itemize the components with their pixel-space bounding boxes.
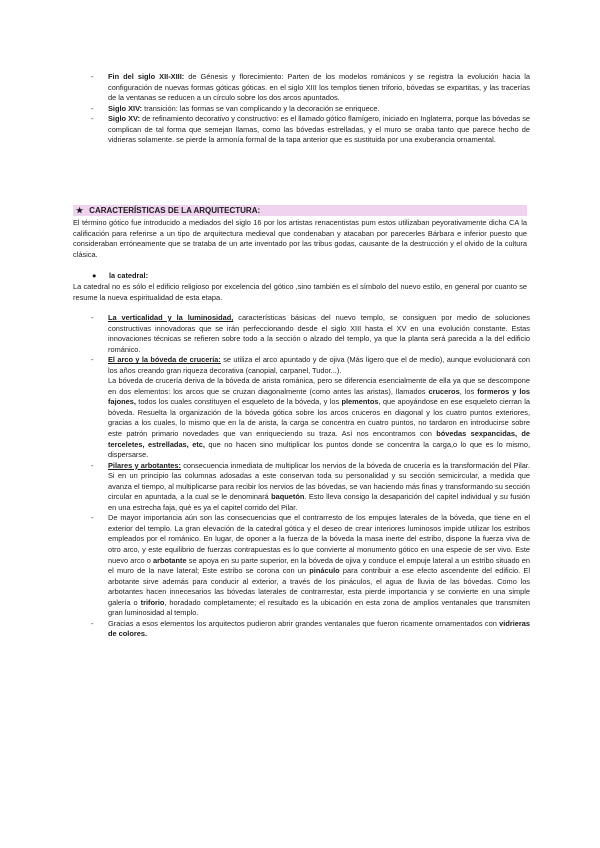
list-dash: -	[91, 355, 94, 365]
star-icon: ★	[76, 206, 84, 215]
list-item	[91, 114, 531, 146]
text-run: , que apoyándose en ese esqueleto cierran la bóveda. Resuelta la organización de la bóveda gótica sobre los arcos cruceros en diagonal y los cuatro puntos exteriores, gracias a los cuales, lo mismo que en la de arista, la carga se concentra en cuatro puntos, no tardaron en introducirse sobre este patrón primario novedades que van enriqueciendo su traza. Así nos encontramos con	[108, 397, 530, 439]
list-item	[91, 72, 530, 104]
list-dash: -	[91, 114, 94, 124]
section-heading	[76, 205, 260, 216]
bullet-icon: ●	[92, 271, 97, 280]
text-run: se apoya en su parte superior, en la bóveda de ojiva y conduce el empuje lateral a un estribo situado en el muro de la nave lateral; Este estribo se corona con un	[108, 555, 530, 576]
bold-term: cruceros	[428, 386, 460, 396]
bold-term: pináculo	[309, 566, 340, 576]
period-title: Siglo XIV:	[108, 103, 143, 113]
list-dash: -	[91, 513, 94, 523]
bold-term: arbotante	[152, 555, 187, 565]
period-text: de Génesis y florecimiento: Parten de los modelos románicos y se registra la evolución hacia la configuración de nuevas formas góticas góticas. en el siglo XIII los templos tienen triforio, bóvedas se expartitas, y las tracerías de la ventanas se reducen a un círculo sobre los dos arcos apuntados.	[108, 72, 530, 103]
text-run: . Esto lleva consigo la desaparición del capitel individual y su fusión en una estrecha faja, qué es ya el capitel corrido del Pilar.	[108, 492, 530, 512]
catedral-intro: La catedral no es sólo el edificio religioso por excelencia del gótico ,sino también es el símbolo del nuevo estilo, en general por cuanto se resume la nueva espiritualidad de esta etapa.	[73, 282, 527, 302]
feature-text: características básicas del nuevo templo, se consiguen por medio de soluciones constructivas innovadoras que se irán perfeccionando desde el siglo XIII hasta el XV en una evolución constante. Estas innovaciones técnicas se refieren sobre todo a la sección o alzado del templo, ya que la planta será parecida a la del edificio románico.	[108, 313, 530, 354]
text-run: La bóveda de crucería deriva de la bóveda de arista románica, pero se diferencia esencialmente de ella ya que se descompone en dos elementos: los arcos que se cruzan diagonalmente (como antes las aristas), llamados	[108, 376, 530, 396]
bold-term: formeros y los fajones,	[108, 386, 530, 407]
list-item	[91, 355, 530, 460]
bold-term: plementos	[341, 397, 379, 407]
period-text: transición: las formas se van complicando y la decoración se enriquece.	[142, 103, 380, 113]
text-run: para contribuir a ese efecto ascendente del edificio. El arbotante sirve además para conducir al exterior, a través de los pináculos, el agua de lluvia de las bóvedas. Como los arbotantes hacen innecesarios las bóvedas laterales de contrarrestar, esta pierde importancia y se convierte en una simple galería o	[108, 566, 530, 607]
period-text: de refinamiento decorativo y constructivo: es el llamado gótico flamígero, iniciado en Inglaterra, porque las bóvedas se complican de tal forma que semejan llamas, como las bóvedas estrelladas, y el muro se oraba tanto que parece hecho de vidrieras solamente. se pierde la armonía formal de la tapa anterior que es sustituida por una exuberancia ornamental.	[108, 114, 531, 145]
bold-term: bóvedas sexpancidas, de terceletes, estrelladas, etc,	[108, 429, 530, 449]
features-list	[91, 313, 530, 640]
list-dash: -	[91, 72, 94, 81]
list-dash: -	[91, 103, 94, 113]
list-dash: -	[91, 460, 94, 470]
list-item	[91, 103, 530, 115]
list-item	[91, 513, 530, 618]
text-run: que no hacen sino multiplicar los puntos donde se concentra la carga,o lo que es lo mismo, dispersarse.	[108, 439, 530, 460]
intro-paragraph: El término gótico fue introducido a mediados del siglo 16 por los artistas renacentistas pum estos utilizaban peyorativamente dicha CA la calificación para referirse a un tipo de arquitectura medieval que condenaban y atacaban por parecerles Bárbara e inferior puesto que consideraban erróneamente que se trataba de un arte inventado por las tribus godas, causante de la destrucción y el olvido de la cultura clásica.	[73, 218, 527, 259]
feature-paragraph	[108, 376, 530, 460]
period-title: Siglo XV:	[108, 114, 141, 124]
bold-term: triforio	[140, 597, 165, 607]
period-title: Fin del siglo XII-XIII:	[108, 72, 185, 81]
text-run: De mayor importancia aún son las consecuencias que el contrarresto de los empujes laterales de la bóveda, que tiene en el exterior del templo. La gran elevación de la catedral gótica y el deseo de crear interiores luminosos impide utilizar los estribos empleados por el románico. En lugar, de oponer a la fuerza de la bóveda la masa inerte del estribo, dispone la fuerza viva de otro arco, y este equilibrio de fuerzas contrapuestas es lo que convierte al monumento gótico en una especie de ser vivo. Este nuevo arco o	[108, 513, 530, 565]
text-run: Gracias a esos elementos los arquitectos pudieron abrir grandes ventanales que fueron ricamente ornamentados con	[108, 618, 500, 628]
text-run: , los	[459, 386, 478, 396]
catedral-label: la catedral:	[109, 271, 149, 280]
text-run: todos los cuales constituyen el esqueleto de la bóveda, y los	[135, 397, 342, 407]
list-dash: -	[91, 313, 94, 322]
section-heading-text: CARACTERÍSTICAS DE LA ARQUITECTURA:	[89, 206, 261, 215]
list-item	[91, 460, 530, 514]
periods-list	[91, 72, 531, 146]
feature-text: se utiliza el arco apuntado y de ojiva (Más ligero que el de medio), aunque evolucionará con los años creando gran riqueza decorativa (canopial, carpanel, Tudor...).	[108, 355, 530, 375]
text-run: , horadado completamente; el resultado es la ubicación en esta zona de amplios ventanales que transmiten gran luminosidad al templo.	[108, 597, 530, 618]
bold-term: baquetón	[271, 492, 305, 502]
text-run: consecuencia inmediata de multiplicar los nervios de la bóveda de crucería es la transformación del Pilar. Si en un principio las columnas adosadas a este conservan toda su personalidad y su sección semicircular, a medida que avanza el tiempo, al multiplicarse para recibir los nervios de las bóvedas, se van haciendo más finas y transformando su sección circular en apuntada, a la cual se le denominará	[108, 460, 530, 502]
list-item	[91, 313, 530, 355]
feature-title: La verticalidad y la luminosidad,	[108, 313, 234, 322]
feature-title: El arco y la bóveda de crucería:	[108, 355, 221, 365]
bold-term: vidrieras de colores.	[108, 618, 530, 639]
list-item	[91, 618, 530, 640]
list-dash: -	[91, 618, 94, 628]
feature-title: Pilares y arbotantes:	[108, 460, 181, 470]
